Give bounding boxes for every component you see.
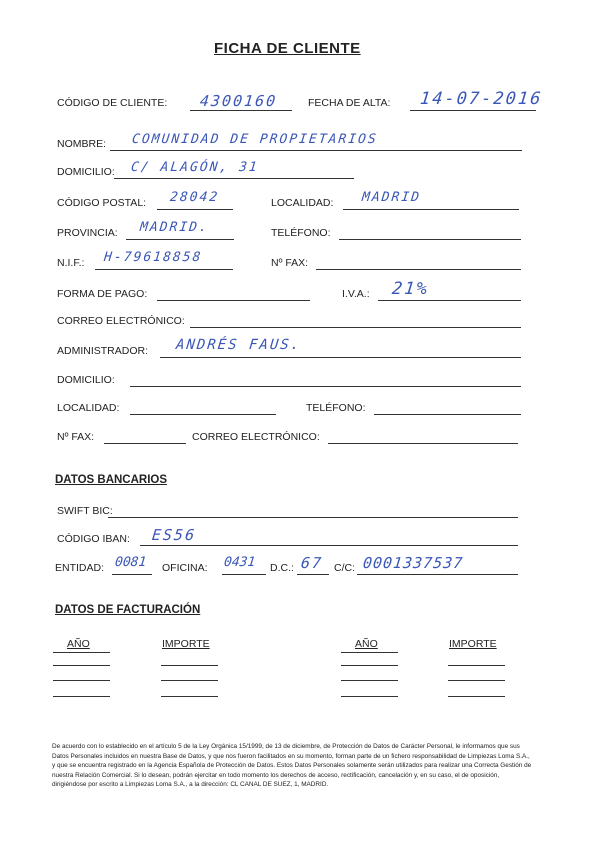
admin-address-line[interactable] — [130, 386, 521, 387]
nif-value: H-79618858 — [103, 250, 204, 265]
phone-line[interactable] — [339, 239, 521, 240]
billing-amount-line[interactable] — [161, 696, 218, 697]
date-label: FECHA DE ALTA: — [308, 97, 391, 109]
payment-line[interactable] — [157, 300, 310, 301]
account-line — [357, 574, 518, 575]
billing-amount-line[interactable] — [161, 680, 218, 681]
admin-city-line[interactable] — [130, 414, 276, 415]
address-line — [114, 178, 354, 179]
postal-label: CÓDIGO POSTAL: — [57, 197, 147, 209]
office-line — [222, 574, 266, 575]
address-value: C/ ALAGÓN, 31 — [130, 160, 260, 175]
iban-value: ES56 — [151, 526, 198, 544]
bank-section-title: DATOS BANCARIOS — [55, 474, 168, 486]
address-label: DOMICILIO: — [57, 166, 115, 178]
client-code-label: CÓDIGO DE CLIENTE: — [57, 97, 168, 109]
entity-label: ENTIDAD: — [55, 562, 105, 574]
nif-label: N.I.F.: — [57, 257, 85, 269]
admin-fax-label: Nº FAX: — [57, 431, 95, 443]
name-line — [110, 150, 522, 151]
admin-phone-label: TELÉFONO: — [306, 402, 366, 414]
date-line — [410, 110, 536, 111]
billing-amount-line[interactable] — [448, 680, 505, 681]
entity-value: 0081 — [114, 555, 148, 570]
form-title: FICHA DE CLIENTE — [214, 40, 361, 57]
iva-value: 21% — [390, 279, 430, 299]
name-label: NOMBRE: — [57, 138, 107, 150]
billing-year-line[interactable] — [341, 696, 398, 697]
province-line — [126, 239, 234, 240]
billing-head-line-2 — [341, 652, 398, 653]
fax-line[interactable] — [316, 269, 521, 270]
swift-line[interactable] — [108, 517, 518, 518]
name-value: COMUNIDAD DE PROPIETARIOS — [131, 132, 379, 147]
billing-year-line[interactable] — [53, 665, 110, 666]
dc-line — [297, 574, 329, 575]
iban-line — [140, 545, 518, 546]
province-value: MADRID. — [139, 220, 210, 235]
billing-amount-line[interactable] — [161, 665, 218, 666]
billing-col-amount-2: IMPORTE — [449, 638, 497, 650]
admin-email-label: CORREO ELECTRÓNICO: — [192, 431, 320, 443]
city-line — [343, 209, 519, 210]
billing-year-line[interactable] — [53, 680, 110, 681]
billing-col-year-2: AÑO — [355, 638, 378, 650]
office-label: OFICINA: — [162, 562, 208, 574]
payment-label: FORMA DE PAGO: — [57, 288, 148, 300]
admin-fax-line[interactable] — [104, 443, 186, 444]
email-label: CORREO ELECTRÓNICO: — [57, 315, 185, 327]
iva-label: I.V.A.: — [342, 288, 370, 300]
admin-city-label: LOCALIDAD: — [57, 402, 120, 414]
billing-col-year-1: AÑO — [67, 638, 90, 650]
account-value: 0001337537 — [362, 554, 465, 572]
admin-value: ANDRÉS FAUS. — [175, 337, 302, 353]
iva-line — [378, 300, 521, 301]
admin-label: ADMINISTRADOR: — [57, 345, 149, 357]
dc-value: 67 — [300, 554, 325, 572]
iban-label: CÓDIGO IBAN: — [57, 533, 130, 545]
postal-line — [157, 209, 233, 210]
legal-notice-text: De acuerdo con lo establecido en el artículo 5 de la Ley Orgánica 15/1999, de 13 de diciembre, de Protección de Datos de Carácter Personal, le informamos que sus Datos Personales incluidos en nuestra Base de Datos, y que nos fueron facilitados en su momento, forman parte de un fichero responsabilidad de Limpiezas Loma S.A., y que se encuentra registrado en la Agencia Española de Protección de Datos. Estos Datos Personales solamente serán utilizados para realizar una Correcta Gestión de nuestra Relación Comercial. Si lo desean, podrán ejercitar en todo momento los derechos de acceso, rectificación, cancelación y, en su caso, el de oposición, dirigiéndose por escrito a Limpiezas Loma S.A., a la dirección: CL CANAL DE SUEZ, 1, MADRID. — [52, 743, 532, 789]
legal-notice — [52, 742, 532, 790]
account-label: C/C: — [334, 562, 355, 574]
fax-label: Nº FAX: — [271, 257, 309, 269]
city-value: MADRID — [361, 190, 422, 205]
postal-value: 28042 — [169, 190, 220, 205]
admin-email-line[interactable] — [328, 443, 518, 444]
city-label: LOCALIDAD: — [271, 197, 334, 209]
admin-phone-line[interactable] — [374, 414, 521, 415]
billing-year-line[interactable] — [341, 665, 398, 666]
swift-label: SWIFT BIC: — [57, 505, 113, 517]
client-code-value: 4300160 — [199, 92, 279, 110]
nif-line — [95, 269, 233, 270]
billing-col-amount-1: IMPORTE — [162, 638, 210, 650]
date-value: 14-07-2016 — [418, 89, 544, 109]
email-line[interactable] — [190, 327, 521, 328]
client-code-line — [190, 110, 292, 111]
office-value: 0431 — [223, 555, 257, 570]
admin-line — [160, 357, 521, 358]
billing-year-line[interactable] — [341, 680, 398, 681]
billing-section-title: DATOS DE FACTURACIÓN — [55, 604, 201, 616]
admin-address-label: DOMICILIO: — [57, 374, 115, 386]
province-label: PROVINCIA: — [57, 227, 118, 239]
billing-head-line-1 — [53, 652, 110, 653]
billing-amount-line[interactable] — [448, 665, 505, 666]
phone-label: TELÉFONO: — [271, 227, 331, 239]
billing-amount-line[interactable] — [448, 696, 505, 697]
entity-line — [112, 574, 152, 575]
dc-label: D.C.: — [270, 562, 294, 574]
billing-year-line[interactable] — [53, 696, 110, 697]
